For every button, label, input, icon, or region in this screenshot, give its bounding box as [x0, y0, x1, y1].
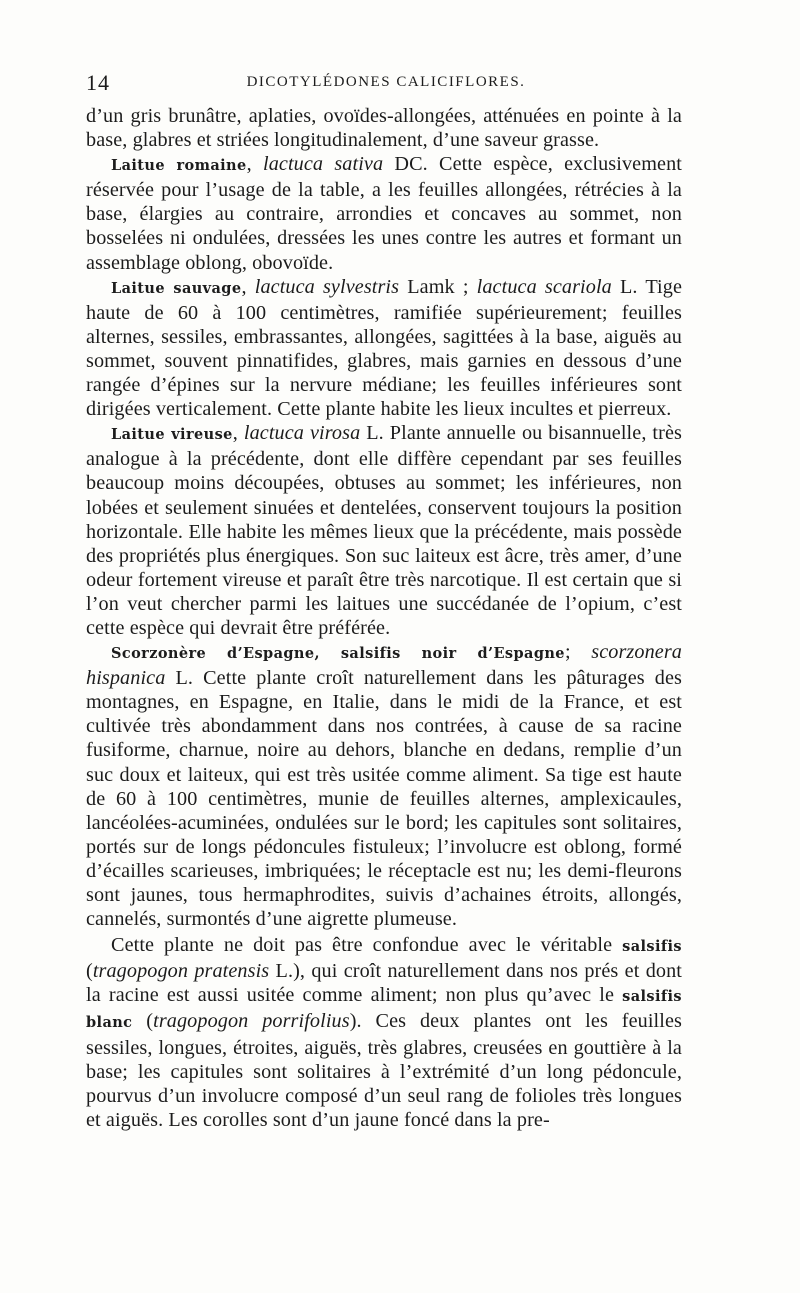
- page-number: 14: [86, 70, 110, 95]
- term-salsifis-blanc: salsifis blanc: [86, 988, 682, 1032]
- entry-description: DC. Cette espèce, exclusivement réservée pour l’usage de la table, a les feuilles allongées, rétrécies à la base, élargies au contraire, arrondies et concaves au sommet, non bosselées ni ondulées, dressées les unes contre les autres et formant un assemblage oblong, obovoïde.: [86, 153, 682, 274]
- latin-name: tragopogon porrifolius: [153, 1010, 350, 1033]
- term-salsifis: salsifis: [622, 938, 682, 956]
- latin-name: lactuca sativa: [263, 153, 384, 176]
- entry-description: L. Cette plante croît naturellement dans les pâturages des montagnes, en Espagne, en Italie, dans le midi de la France, et est cultivée très abondamment dans nos contrées, à cause de sa racine fusiforme, charnue, noire au dehors, blanche en dedans, remplie d’un suc doux et laiteux, qui est très usitée comme aliment. Sa tige est haute de 60 à 100 centimètres, munie de feuilles alternes, amplexicaules, lancéolées-acuminées, ondulées sur le bord; les capitules sont solitaires, portés sur de longs pédoncules fistuleux; l’involucre est oblong, formé d’écailles scarieuses, imbriquées; le réceptacle est nu; les demi-fleurons sont jaunes, tous hermaphrodites, suivis d’achaines étroits, allongés, cannelés, surmontés d’une aigrette plumeuse.: [86, 667, 682, 931]
- paragraph-continuation: d’un gris brunâtre, aplaties, ovoïdes-allongées, atténuées en pointe à la base, glabres et striées longitudinalement, d’une saveur grasse.: [86, 105, 682, 152]
- entry-laitue-vireuse: [86, 421, 682, 640]
- text-run: (: [132, 1010, 154, 1033]
- entry-name: Laitue sauvage: [111, 279, 242, 297]
- separator: ,: [246, 153, 263, 176]
- text-run: ). Ces deux plantes ont les feuilles sessiles, longues, étroites, aiguës, très glabres, creusées en gouttière à la base; les capitules sont solitaires à l’extrémité d’un long pédoncule, pourvus d’un involucre composé d’un seul rang de folioles très longues et aiguës. Les corolles sont d’un jaune foncé dans la pre-: [86, 1010, 682, 1131]
- text-run: Cette plante ne doit pas être confondue avec le véritable: [111, 934, 623, 957]
- entry-laitue-sauvage: [86, 275, 682, 422]
- separator: ,: [241, 275, 255, 298]
- entry-name: Scorzonère d’Espagne, salsifis noir d’Espagne: [111, 645, 565, 663]
- text-run: (: [86, 960, 93, 983]
- body-text: [86, 104, 682, 1132]
- author-separator: Lamk ;: [399, 275, 477, 298]
- latin-name: lactuca sylvestris: [254, 275, 400, 298]
- latin-name: lactuca virosa: [243, 422, 361, 445]
- separator: ;: [564, 641, 592, 664]
- text-run: L.), qui croît naturellement dans nos prés et dont la racine est aussi usitée comme aliment; non plus qu’avec le: [86, 960, 682, 1007]
- paragraph-salsifis: [86, 933, 682, 1132]
- latin-name: scorzonera hispanica: [86, 641, 682, 690]
- entry-description: L. Tige haute de 60 à 100 centimètres, ramifiée supérieurement; feuilles alternes, sessiles, embrassantes, allongées, sagittées à la base, aiguës au sommet, souvent pinnatifides, glabres, mais garnies en dessous d’une rangée d’épines sur la nervure médiane; les feuilles inférieures sont dirigées verticalement. Cette plante habite les lieux incultes et pierreux.: [86, 275, 682, 421]
- entry-name: Laitue romaine: [111, 157, 247, 175]
- entry-scorzonere: [86, 640, 682, 931]
- running-head: DICOTYLÉDONES CALICIFLORES.: [246, 74, 526, 90]
- page-header: [86, 70, 686, 102]
- entry-description: L. Plante annuelle ou bisannuelle, très analogue à la précédente, dont elle diffère cependant par ses feuilles beaucoup moins découpées, obtuses au sommet; les inférieures, non lobées et seulement sinuées et dentelées, conservent toujours la position horizontale. Elle habite les mêmes lieux que la précédente, mais possède des propriétés plus énergiques. Son suc laiteux est âcre, très amer, d’une odeur fortement vireuse et paraît être très narcotique. Il est certain que si l’on veut chercher parmi les laitues une succédanée de l’opium, c’est cette espèce qui devrait être préférée.: [86, 422, 682, 639]
- latin-name-synonym: lactuca scariola: [476, 275, 612, 298]
- entry-name: Laitue vireuse: [111, 426, 233, 444]
- separator: ,: [232, 422, 244, 445]
- latin-name: tragopogon pratensis: [92, 960, 270, 983]
- entry-laitue-romaine: [86, 152, 682, 274]
